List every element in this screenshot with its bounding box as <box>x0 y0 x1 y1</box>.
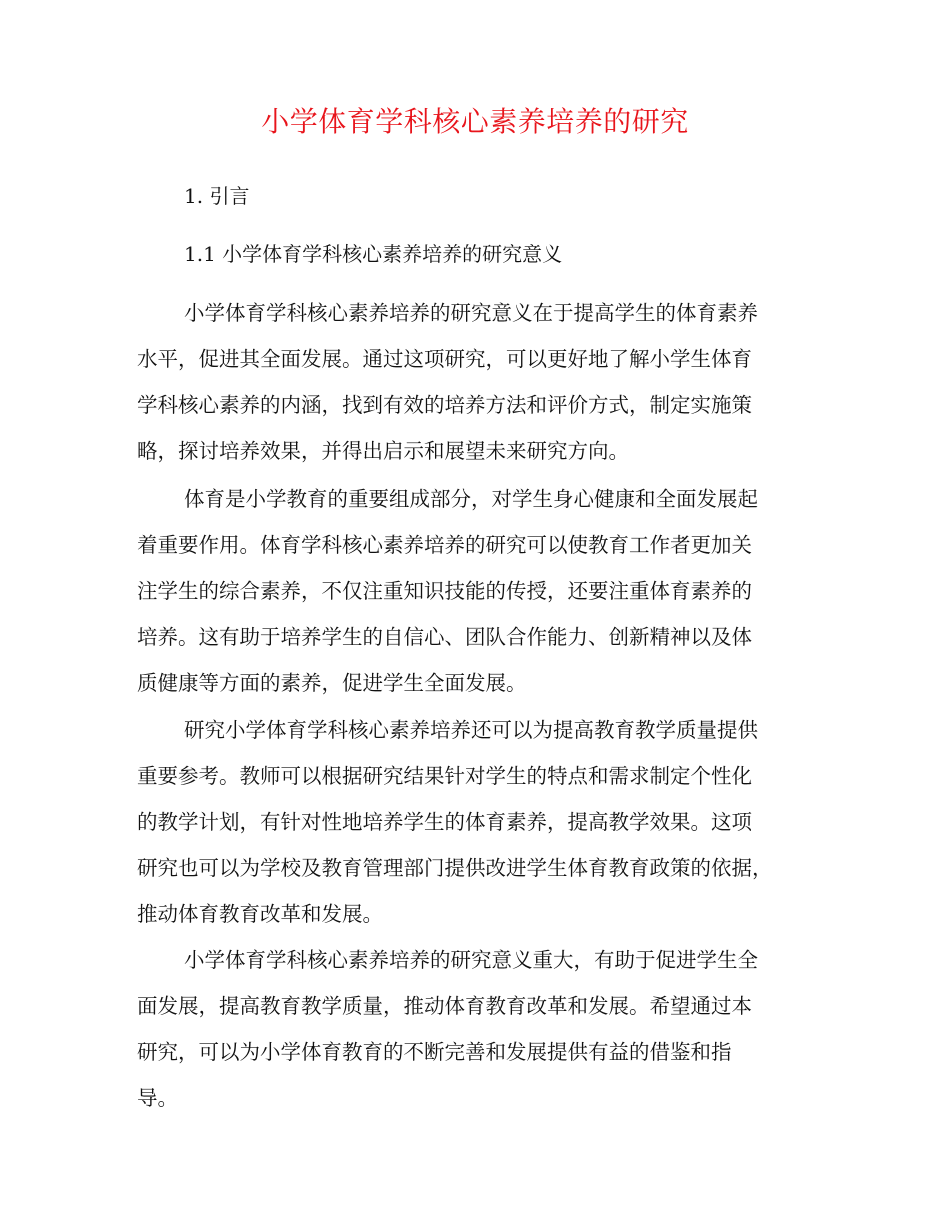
paragraph-line: 推动体育教育改革和发展。 <box>137 902 383 926</box>
subsection-heading: 1.1 小学体育学科核心素养培养的研究意义 <box>184 242 563 266</box>
paragraph-4 <box>137 937 817 1121</box>
paragraph-line: 学科核心素养的内涵，找到有效的培养方法和评价方式，制定实施策 <box>137 393 752 417</box>
paragraph-line: 略，探讨培养效果，并得出启示和展望未来研究方向。 <box>137 439 629 463</box>
paragraph-1 <box>137 290 817 474</box>
paragraph-line: 水平，促进其全面发展。通过这项研究，可以更好地了解小学生体育 <box>137 347 752 371</box>
paragraph-line: 面发展，提高教育教学质量，推动体育教育改革和发展。希望通过本 <box>137 994 752 1018</box>
paragraph-3 <box>137 707 817 937</box>
paragraph-line: 重要参考。教师可以根据研究结果针对学生的特点和需求制定个性化 <box>137 764 752 788</box>
paragraph-line: 小学体育学科核心素养培养的研究意义重大，有助于促进学生全 <box>184 948 758 972</box>
paragraph-line: 体育是小学教育的重要组成部分，对学生身心健康和全面发展起 <box>184 487 758 511</box>
paragraph-line: 研究小学体育学科核心素养培养还可以为提高教育教学质量提供 <box>184 718 758 742</box>
paragraph-line: 着重要作用。体育学科核心素养培养的研究可以使教育工作者更加关 <box>137 533 752 557</box>
paragraph-line: 的教学计划，有针对性地培养学生的体育素养，提高教学效果。这项 <box>137 810 752 834</box>
paragraph-line: 质健康等方面的素养，促进学生全面发展。 <box>137 671 527 695</box>
paragraph-line: 导。 <box>137 1086 178 1110</box>
paragraph-line: 注学生的综合素养，不仅注重知识技能的传授，还要注重体育素养的 <box>137 579 752 603</box>
paragraph-line: 研究也可以为学校及教育管理部门提供改进学生体育教育政策的依据， <box>137 856 773 880</box>
paragraph-line: 研究，可以为小学体育教育的不断完善和发展提供有益的借鉴和指 <box>137 1040 732 1064</box>
paragraph-2 <box>137 476 817 706</box>
section-heading: 1. 引言 <box>184 184 250 208</box>
document-title: 小学体育学科核心素养培养的研究 <box>261 105 689 138</box>
paragraph-line: 培养。这有助于培养学生的自信心、团队合作能力、创新精神以及体 <box>137 625 752 649</box>
paragraph-line: 小学体育学科核心素养培养的研究意义在于提高学生的体育素养 <box>184 301 758 325</box>
